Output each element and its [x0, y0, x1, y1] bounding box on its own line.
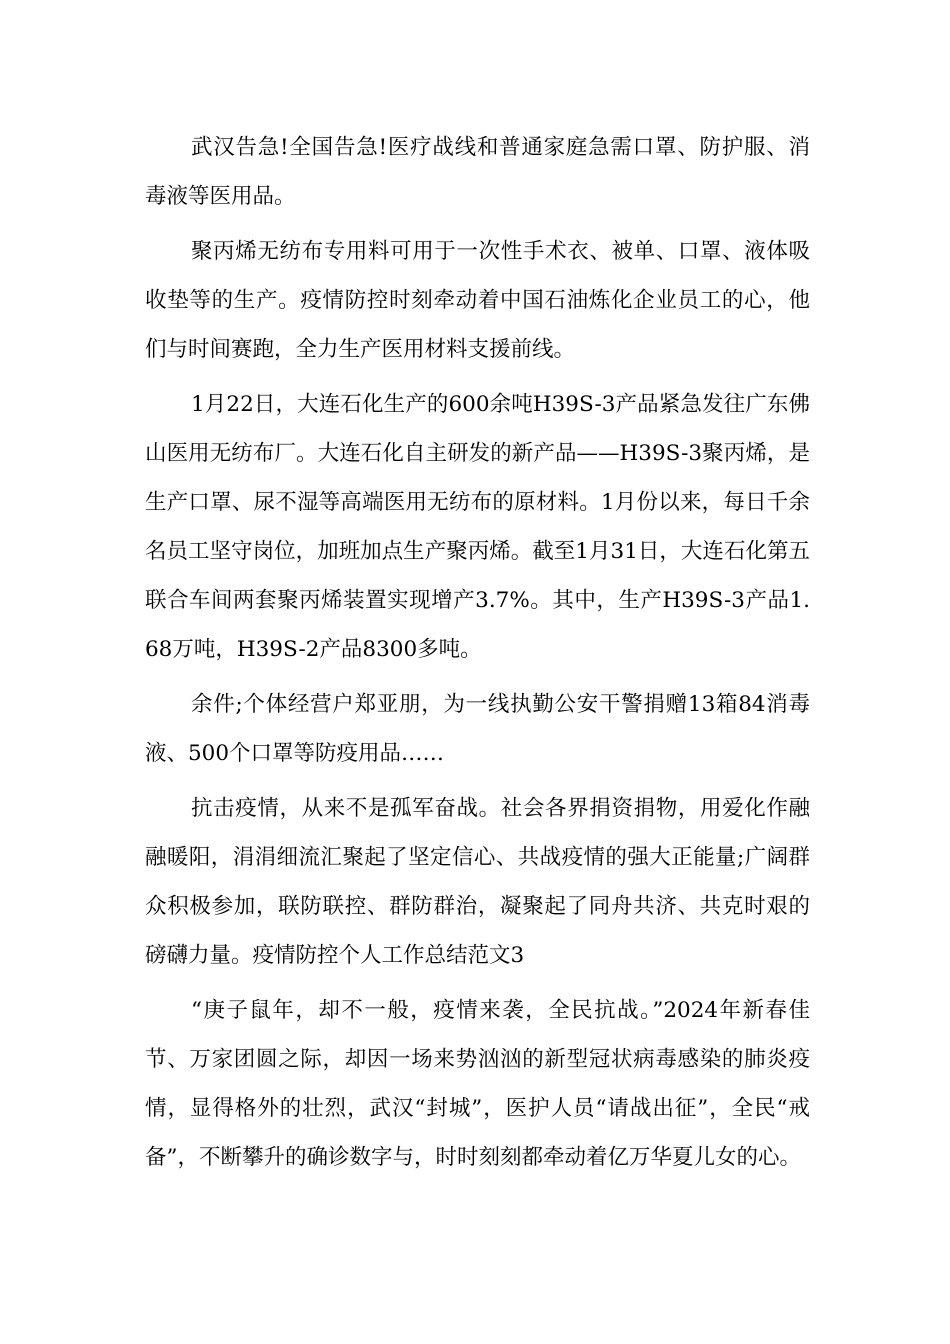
- paragraph-5: 抗击疫情，从来不是孤军奋战。社会各界捐资捐物，用爱化作融融暖阳，涓涓细流汇聚起了坚定信心、共战疫情的强大正能量;广阔群众积极参加，联防联控、群防群治，凝聚起了同舟共济、共克时艰的磅礴力量。疫情防控个人工作总结范文3: [145, 796, 810, 968]
- document-body: [145, 123, 810, 1188]
- paragraph-1: 武汉告急!全国告急!医疗战线和普通家庭急需口罩、防护服、消毒液等医用品。: [145, 135, 810, 209]
- paragraph-2: 聚丙烯无纺布专用料可用于一次性手术衣、被单、口罩、液体吸收垫等的生产。疫情防控时刻牵动着中国石油炼化企业员工的心，他们与时间赛跑，全力生产医用材料支援前线。: [145, 239, 810, 362]
- paragraph-4: 余件;个体经营户郑亚朋，为一线执勤公安干警捐赠13箱84消毒液、500个口罩等防疫用品……: [145, 692, 810, 766]
- paragraph-6: “庚子鼠年，却不一般，疫情来袭，全民抗战。”2024年新春佳节、万家团圆之际，却因一场来势汹汹的新型冠状病毒感染的肺炎疫情，显得格外的壮烈，武汉“封城”，医护人员“请战出征”，全民“戒备”，不断攀升的确诊数字与，时时刻刻都牵动着亿万华夏儿女的心。: [145, 998, 810, 1170]
- paragraph-3: 1月22日，大连石化生产的600余吨H39S-3产品紧急发往广东佛山医用无纺布厂。大连石化自主研发的新产品——H39S-3聚丙烯，是生产口罩、尿不湿等高端医用无纺布的原材料。1月份以来，每日千余名员工坚守岗位，加班加点生产聚丙烯。截至1月31日，大连石化第五联合车间两套聚丙烯装置实现增产3.7%。其中，生产H39S-3产品1.68万吨，H39S-2产品8300多吨。: [145, 392, 810, 662]
